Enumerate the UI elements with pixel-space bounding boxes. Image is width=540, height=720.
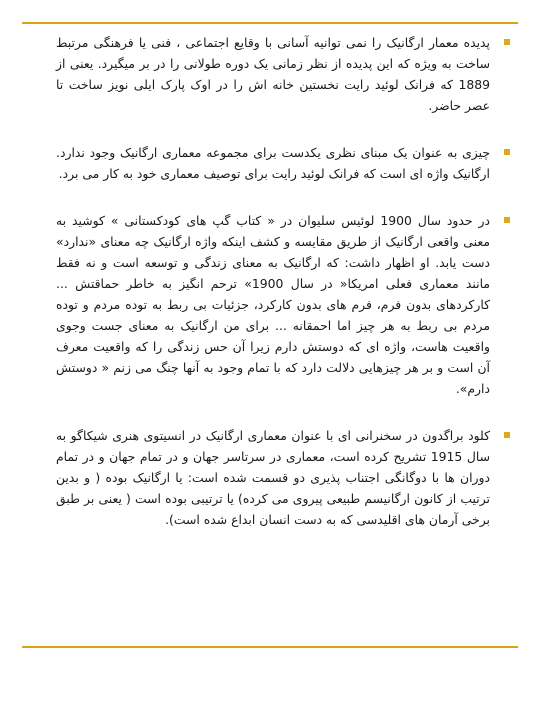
- paragraph-4-text: کلود براگدون در سخنرانی ای با عنوان معماری ارگانیک در انسیتوی هنری شیکاگو به سال 1915 تشریح کرده است، معماری در سرتاسر جهان و در تمام جهان و در تمام دوران ها با دوگانگی اجتناب پذیری دو قسمت شده است: یا ارگانیک بوده ( و بدین ترتیب از کانون ارگانیسم طبیعی پیروی می کرده) یا ترتیبی بوده است ( یعنی بر طبق برخی آرمان های اقلیدسی که به دست انسان ابداع شده است).: [56, 428, 490, 527]
- paragraph-3-text: در حدود سال 1900 لوئیس سلیوان در « کتاب گپ های کودکستانی » کوشید به معنی واقعی ارگانیک از طریق مقایسه و کشف اینکه واژه ارگانیک چه معنای «ندارد» دست یابد. او اظهار داشت: که ارگانیک به معنای زندگی و توسعه است و نه فقط مانند معماری فعلی امریکا« در سال 1900» ترحم انگیز به خاطر حماقتش ... کارکردهای بدون فرم، فرم های بدون کارکرد، جزئیات بی ربط به توده مردم و توده مردم بی ربط به هر چیز اما احمقانه ... برای من ارگانیک به معنای جست وجوی واقعیت هاست، واژه ای که دوستش دارم زیرا آن حس زندگی را که واقعیت معرف آن است و بر هر چیزهایی دلالت دارد که با تمام وجود به آنها چنگ می زنم « دوستش دارم».: [56, 213, 491, 396]
- paragraph-1: [22, 32, 520, 116]
- paragraph-3: [22, 210, 520, 399]
- top-divider: [22, 22, 518, 24]
- square-bullet-icon: [504, 432, 510, 438]
- paragraph-2-text: چیزی به عنوان یک مبنای نظری یکدست برای مجموعه معماری ارگانیک وجود ندارد. ارگانیک واژه ای است که فرانک لوئید رایت برای توصیف معماری خود به کار می برد.: [56, 145, 490, 181]
- square-bullet-icon: [504, 149, 510, 155]
- square-bullet-icon: [504, 217, 510, 223]
- paragraph-4: [22, 425, 520, 530]
- bottom-divider: [22, 646, 518, 648]
- paragraph-1-text: پدیده معمار ارگانیک را نمی توانیه آسانی با وقایع اجتماعی ، فنی یا فرهنگی مرتبط ساخت به ویژه که این پدیده از نظر زمانی یک دوره طولانی را در بر میگیرد. یعنی از 1889 که فرانک لوئید رایت نخستین خانه اش را در اوک پارک ایلی نویز ساخت تا عصر حاضر.: [56, 35, 490, 113]
- square-bullet-icon: [504, 39, 510, 45]
- paragraph-2: [22, 142, 520, 184]
- slide-content: [22, 32, 520, 530]
